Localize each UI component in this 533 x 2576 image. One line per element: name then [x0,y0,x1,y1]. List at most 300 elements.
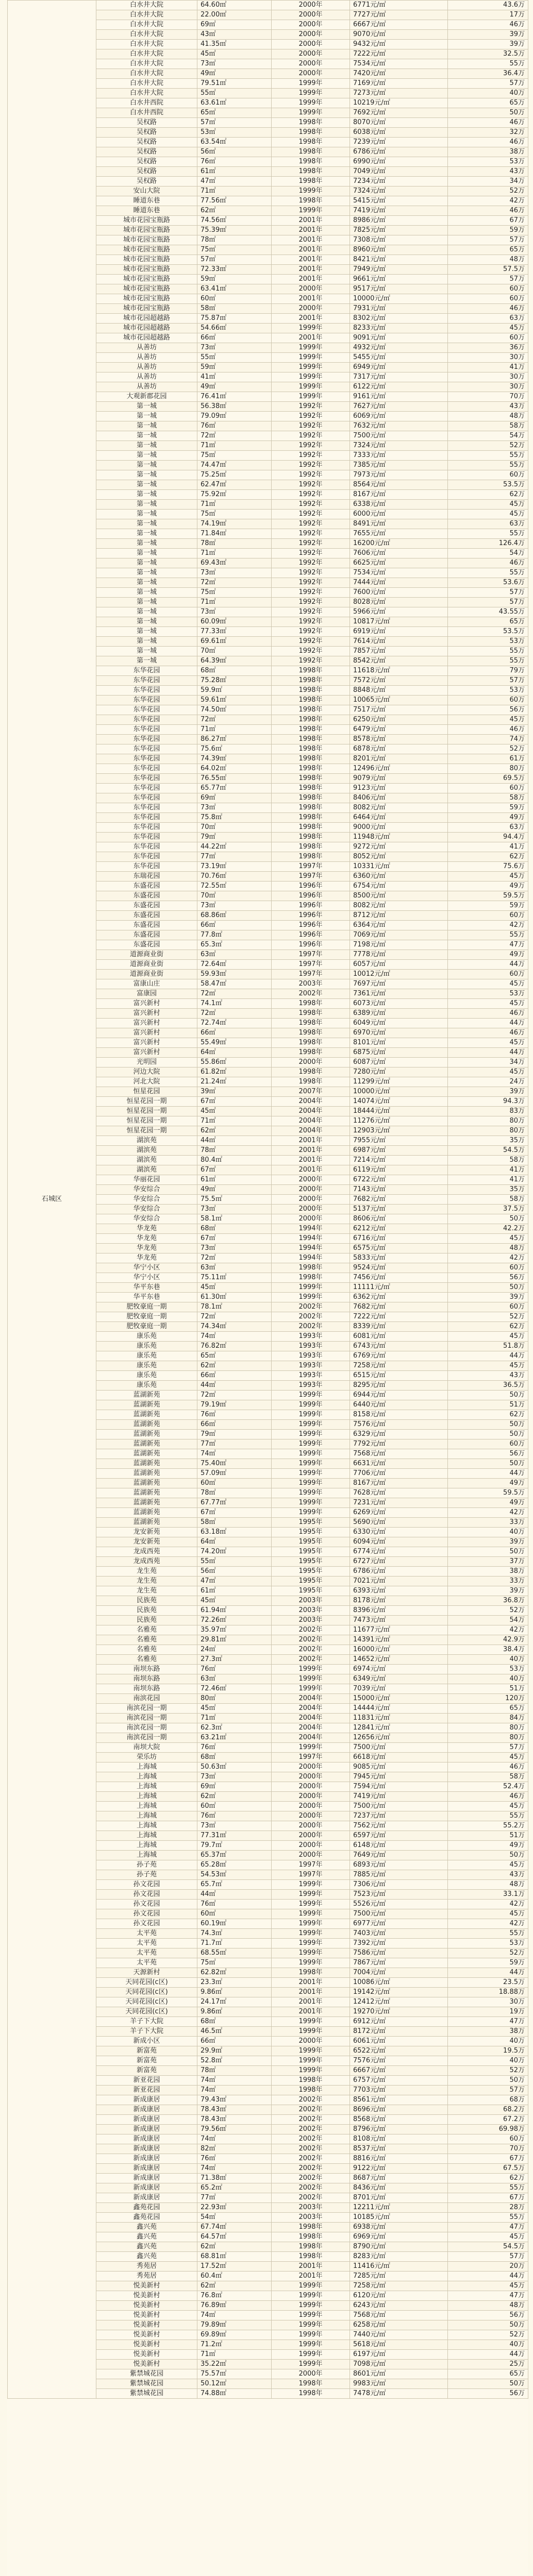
build-year-cell: 1999年 [272,392,350,402]
community-name-cell: 新成康居 [96,2164,197,2174]
build-year-cell: 1997年 [272,1870,350,1880]
community-name-cell: 第一城 [96,480,197,490]
unit-price-cell: 8500元/㎡ [350,891,448,901]
community-name-cell: 新成康居 [96,2183,197,2193]
community-name-cell: 悦美新村 [96,2320,197,2330]
total-price-cell: 41万 [448,363,528,372]
unit-price-cell: 5526元/㎡ [350,1900,448,1909]
build-year-cell: 2000年 [272,1851,350,1860]
unit-price-cell: 7385元/㎡ [350,461,448,470]
area-cell: 71.84㎡ [197,529,272,539]
unit-price-cell: 7778元/㎡ [350,950,448,960]
unit-price-cell: 7931元/㎡ [350,304,448,314]
community-name-cell: 城市花园超越路 [96,324,197,333]
unit-price-cell: 7949元/㎡ [350,265,448,275]
unit-price-cell: 6990元/㎡ [350,157,448,167]
total-price-cell: 37.5万 [448,1205,528,1214]
area-cell: 73㎡ [197,1244,272,1253]
unit-price-cell: 9000元/㎡ [350,823,448,833]
total-price-cell: 80万 [448,1733,528,1743]
area-cell: 55㎡ [197,89,272,98]
build-year-cell: 2001年 [272,265,350,275]
community-name-cell: 湖滨苑 [96,1136,197,1146]
build-year-cell: 1998年 [272,686,350,696]
community-name-cell: 光明园 [96,1058,197,1067]
build-year-cell: 1999年 [272,363,350,372]
area-cell: 76.89㎡ [197,2301,272,2311]
community-name-cell: 第一城 [96,656,197,666]
total-price-cell: 44万 [448,1019,528,1028]
unit-price-cell: 8178元/㎡ [350,1596,448,1606]
community-name-cell: 吴权路 [96,177,197,187]
community-name-cell: 新成康居 [96,2105,197,2115]
unit-price-cell: 14444元/㎡ [350,1704,448,1714]
community-name-cell: 第一城 [96,500,197,510]
build-year-cell: 1993年 [272,1381,350,1391]
community-name-cell: 华宁小区 [96,1263,197,1273]
area-cell: 79.56㎡ [197,2125,272,2134]
community-name-cell: 东华花园 [96,754,197,764]
build-year-cell: 1998年 [272,1028,350,1038]
community-name-cell: 新成康居 [96,2193,197,2203]
community-name-cell: 睡道东巷 [96,196,197,206]
community-name-cell: 恒星花园一期 [96,1097,197,1107]
area-cell: 64㎡ [197,1048,272,1058]
area-cell: 57㎡ [197,255,272,265]
unit-price-cell: 7727元/㎡ [350,10,448,20]
unit-price-cell: 9122元/㎡ [350,2164,448,2174]
build-year-cell: 2000年 [272,1792,350,1802]
community-name-cell: 第一城 [96,421,197,431]
area-cell: 64.60㎡ [197,1,272,10]
unit-price-cell: 7572元/㎡ [350,676,448,686]
community-name-cell: 富兴新村 [96,1019,197,1028]
area-cell: 74.39㎡ [197,754,272,764]
build-year-cell: 1998年 [272,813,350,823]
build-year-cell: 1992年 [272,549,350,558]
total-price-cell: 36万 [448,343,528,353]
total-price-cell: 84万 [448,1714,528,1723]
unit-price-cell: 10086元/㎡ [350,1978,448,1988]
total-price-cell: 23.5万 [448,1978,528,1988]
unit-price-cell: 8542元/㎡ [350,656,448,666]
build-year-cell: 1998年 [272,1968,350,1978]
community-name-cell: 蓝湖新苑 [96,1391,197,1400]
total-price-cell: 49万 [448,813,528,823]
build-year-cell: 1998年 [272,676,350,686]
build-year-cell: 1999年 [272,1391,350,1400]
area-cell: 70㎡ [197,647,272,656]
unit-price-cell: 8233元/㎡ [350,324,448,333]
unit-price-cell: 5137元/㎡ [350,1205,448,1214]
build-year-cell: 1994年 [272,1224,350,1234]
area-cell: 58㎡ [197,1518,272,1528]
build-year-cell: 1995年 [272,1557,350,1567]
total-price-cell: 44万 [448,2272,528,2281]
area-cell: 79.89㎡ [197,2320,272,2330]
unit-price-cell: 8339元/㎡ [350,1322,448,1332]
community-name-cell: 华丽花园 [96,1175,197,1185]
unit-price-cell: 14074元/㎡ [350,1097,448,1107]
community-name-cell: 龙安新苑 [96,1537,197,1547]
community-name-cell: 新富苑 [96,2046,197,2056]
build-year-cell: 1992年 [272,598,350,607]
total-price-cell: 65万 [448,98,528,108]
area-cell: 72㎡ [197,1312,272,1322]
community-name-cell: 富兴新村 [96,1009,197,1019]
community-name-cell: 新亚花园 [96,2086,197,2095]
unit-price-cell: 12903元/㎡ [350,1126,448,1136]
area-cell: 61㎡ [197,167,272,177]
area-cell: 72㎡ [197,431,272,441]
unit-price-cell: 8564元/㎡ [350,480,448,490]
community-name-cell: 第一城 [96,627,197,637]
area-cell: 22.00㎡ [197,10,272,20]
unit-price-cell: 8491元/㎡ [350,519,448,529]
unit-price-cell: 6631元/㎡ [350,1459,448,1469]
build-year-cell: 1992年 [272,451,350,461]
total-price-cell: 68.2万 [448,2105,528,2115]
area-cell: 65.3㎡ [197,940,272,950]
community-name-cell: 东华花园 [96,696,197,705]
unit-price-cell: 7857元/㎡ [350,647,448,656]
unit-price-cell: 8101元/㎡ [350,1038,448,1048]
area-cell: 58.47㎡ [197,979,272,989]
area-cell: 74㎡ [197,2134,272,2144]
total-price-cell: 25万 [448,2360,528,2369]
area-cell: 75.8㎡ [197,813,272,823]
unit-price-cell: 7143元/㎡ [350,1185,448,1195]
area-cell: 62㎡ [197,1361,272,1371]
build-year-cell: 2004年 [272,1107,350,1116]
unit-price-cell: 10012元/㎡ [350,970,448,979]
community-name-cell: 新成小区 [96,2037,197,2046]
total-price-cell: 56万 [448,1273,528,1283]
area-cell: 45㎡ [197,1596,272,1606]
unit-price-cell: 6716元/㎡ [350,1234,448,1244]
build-year-cell: 2002年 [272,1302,350,1312]
area-cell: 62.47㎡ [197,480,272,490]
build-year-cell: 2002年 [272,1625,350,1635]
community-name-cell: 悦美新村 [96,2301,197,2311]
total-price-cell: 39万 [448,1537,528,1547]
community-name-cell: 白水井西院 [96,108,197,118]
build-year-cell: 1998年 [272,764,350,774]
build-year-cell: 1992年 [272,607,350,617]
unit-price-cell: 7419元/㎡ [350,1792,448,1802]
unit-price-cell: 7825元/㎡ [350,226,448,235]
area-cell: 68.81㎡ [197,2252,272,2262]
community-name-cell: 孙子苑 [96,1860,197,1870]
community-name-cell: 从善坊 [96,382,197,392]
total-price-cell: 39万 [448,1293,528,1302]
area-cell: 72.33㎡ [197,265,272,275]
build-year-cell: 1992年 [272,647,350,656]
area-cell: 24㎡ [197,1645,272,1655]
community-name-cell: 民族苑 [96,1596,197,1606]
community-name-cell: 天同花园(c区) [96,1978,197,1988]
community-name-cell: 华平东巷 [96,1293,197,1302]
unit-price-cell: 6061元/㎡ [350,2037,448,2046]
build-year-cell: 1998年 [272,833,350,842]
community-name-cell: 天同花园(c区) [96,1988,197,1997]
area-cell: 75㎡ [197,510,272,519]
unit-price-cell: 7403元/㎡ [350,1929,448,1939]
community-name-cell: 第一城 [96,490,197,500]
area-cell: 63.41㎡ [197,284,272,294]
unit-price-cell: 6743元/㎡ [350,1342,448,1351]
total-price-cell: 60万 [448,284,528,294]
community-name-cell: 城市花园宝瓶路 [96,304,197,314]
community-name-cell: 太平苑 [96,1958,197,1968]
build-year-cell: 2001年 [272,226,350,235]
area-cell: 65㎡ [197,1351,272,1361]
community-name-cell: 龙成西苑 [96,1557,197,1567]
unit-price-cell: 6774元/㎡ [350,1547,448,1557]
area-cell: 69㎡ [197,1782,272,1792]
community-name-cell: 蓝湖新苑 [96,1439,197,1449]
total-price-cell: 80万 [448,1116,528,1126]
build-year-cell: 1999年 [272,1479,350,1488]
build-year-cell: 1997年 [272,1753,350,1762]
build-year-cell: 2001年 [272,314,350,324]
build-year-cell: 1999年 [272,2281,350,2291]
build-year-cell: 2002年 [272,2193,350,2203]
build-year-cell: 1996年 [272,882,350,891]
build-year-cell: 2002年 [272,2144,350,2154]
build-year-cell: 1998年 [272,147,350,157]
build-year-cell: 1998年 [272,2076,350,2086]
area-cell: 72.55㎡ [197,882,272,891]
total-price-cell: 45万 [448,1234,528,1244]
unit-price-cell: 6722元/㎡ [350,1175,448,1185]
community-name-cell: 恒星花园一期 [96,1107,197,1116]
area-cell: 78.43㎡ [197,2115,272,2125]
area-cell: 49㎡ [197,382,272,392]
build-year-cell: 1999年 [272,206,350,216]
build-year-cell: 2001年 [272,275,350,284]
community-name-cell: 上海城 [96,1762,197,1772]
build-year-cell: 1999年 [272,1439,350,1449]
build-year-cell: 1996年 [272,940,350,950]
unit-price-cell: 7361元/㎡ [350,989,448,999]
community-name-cell: 恒星花园一期 [96,1126,197,1136]
area-cell: 76㎡ [197,1665,272,1674]
total-price-cell: 60万 [448,470,528,480]
total-price-cell: 80万 [448,764,528,774]
community-name-cell: 新富苑 [96,2066,197,2076]
unit-price-cell: 8601元/㎡ [350,2369,448,2379]
community-name-cell: 从善坊 [96,363,197,372]
total-price-cell: 47万 [448,940,528,950]
area-cell: 78㎡ [197,2066,272,2076]
total-price-cell: 55万 [448,930,528,940]
total-price-cell: 44万 [448,1351,528,1361]
total-price-cell: 44万 [448,960,528,970]
community-name-cell: 第一城 [96,598,197,607]
unit-price-cell: 6515元/㎡ [350,1371,448,1381]
total-price-cell: 45万 [448,1332,528,1342]
total-price-cell: 48万 [448,1244,528,1253]
area-cell: 76㎡ [197,2154,272,2164]
build-year-cell: 1996年 [272,891,350,901]
unit-price-cell: 7562元/㎡ [350,1821,448,1831]
area-cell: 44㎡ [197,1890,272,1900]
area-cell: 60㎡ [197,1909,272,1919]
unit-price-cell: 6878元/㎡ [350,744,448,754]
unit-price-cell: 8537元/㎡ [350,2144,448,2154]
community-name-cell: 天同花园(c区) [96,1997,197,2007]
community-name-cell: 上海城 [96,1802,197,1811]
build-year-cell: 1992年 [272,617,350,627]
community-name-cell: 蓝湖新苑 [96,1449,197,1459]
community-name-cell: 鑫苑花园 [96,2213,197,2223]
area-cell: 69.89㎡ [197,2330,272,2340]
build-year-cell: 1999年 [272,89,350,98]
area-cell: 72㎡ [197,1009,272,1019]
build-year-cell: 1998年 [272,852,350,862]
community-name-cell: 东华花园 [96,833,197,842]
build-year-cell: 1999年 [272,1665,350,1674]
area-cell: 61㎡ [197,1175,272,1185]
area-cell: 72.64㎡ [197,960,272,970]
community-name-cell: 鑫兴苑 [96,2223,197,2232]
build-year-cell: 2000年 [272,40,350,49]
area-cell: 74.20㎡ [197,1547,272,1557]
build-year-cell: 1999年 [272,1890,350,1900]
area-cell: 71㎡ [197,187,272,196]
unit-price-cell: 7069元/㎡ [350,930,448,940]
total-price-cell: 40万 [448,2340,528,2350]
total-price-cell: 34万 [448,1058,528,1067]
unit-price-cell: 6329元/㎡ [350,1430,448,1439]
community-name-cell: 太平苑 [96,1948,197,1958]
area-cell: 62㎡ [197,1792,272,1802]
total-price-cell: 60万 [448,784,528,793]
build-year-cell: 1996年 [272,921,350,930]
total-price-cell: 70万 [448,2144,528,2154]
community-name-cell: 吴权路 [96,167,197,177]
unit-price-cell: 7222元/㎡ [350,49,448,59]
unit-price-cell: 6330元/㎡ [350,1528,448,1537]
total-price-cell: 48万 [448,412,528,421]
unit-price-cell: 7392元/㎡ [350,1939,448,1948]
total-price-cell: 35万 [448,1185,528,1195]
community-name-cell: 龙成西苑 [96,1547,197,1557]
area-cell: 61.82㎡ [197,1067,272,1077]
area-cell: 74㎡ [197,2311,272,2320]
unit-price-cell: 6049元/㎡ [350,1019,448,1028]
build-year-cell: 2001年 [272,2272,350,2281]
unit-price-cell: 19142元/㎡ [350,1988,448,1997]
total-price-cell: 47万 [448,2291,528,2301]
unit-price-cell: 11299元/㎡ [350,1077,448,1087]
unit-price-cell: 7004元/㎡ [350,1968,448,1978]
build-year-cell: 1992年 [272,519,350,529]
area-cell: 73㎡ [197,343,272,353]
unit-price-cell: 6081元/㎡ [350,1332,448,1342]
community-name-cell: 康乐苑 [96,1332,197,1342]
total-price-cell: 55万 [448,461,528,470]
community-name-cell: 第一城 [96,607,197,617]
area-cell: 29.9㎡ [197,2046,272,2056]
total-price-cell: 69.98万 [448,2125,528,2134]
total-price-cell: 54万 [448,1616,528,1625]
total-price-cell: 63万 [448,519,528,529]
build-year-cell: 2004年 [272,1126,350,1136]
total-price-cell: 52万 [448,1948,528,1958]
area-cell: 75㎡ [197,451,272,461]
build-year-cell: 2002年 [272,2125,350,2134]
build-year-cell: 1998年 [272,696,350,705]
build-year-cell: 1998年 [272,666,350,676]
area-cell: 74.1㎡ [197,999,272,1009]
area-cell: 62㎡ [197,2242,272,2252]
community-name-cell: 富兴新村 [96,1048,197,1058]
total-price-cell: 51万 [448,1400,528,1410]
build-year-cell: 2001年 [272,1978,350,1988]
total-price-cell: 44万 [448,2350,528,2360]
area-cell: 76.82㎡ [197,1342,272,1351]
community-name-cell: 城市花园宝瓶路 [96,294,197,304]
area-cell: 54.66㎡ [197,324,272,333]
area-cell: 62㎡ [197,206,272,216]
area-cell: 76㎡ [197,1410,272,1420]
unit-price-cell: 8172元/㎡ [350,2027,448,2037]
unit-price-cell: 6974元/㎡ [350,1665,448,1674]
total-price-cell: 42万 [448,1900,528,1909]
community-name-cell: 康乐苑 [96,1351,197,1361]
area-cell: 76.41㎡ [197,392,272,402]
unit-price-cell: 7682元/㎡ [350,1195,448,1205]
build-year-cell: 1999年 [272,343,350,353]
total-price-cell: 52万 [448,1312,528,1322]
build-year-cell: 2000年 [272,1782,350,1792]
unit-price-cell: 8052元/㎡ [350,852,448,862]
build-year-cell: 1999年 [272,187,350,196]
community-name-cell: 名雅苑 [96,1625,197,1635]
total-price-cell: 50万 [448,1851,528,1860]
build-year-cell: 1998年 [272,118,350,128]
community-name-cell: 东华花园 [96,842,197,852]
total-price-cell: 43万 [448,1870,528,1880]
area-cell: 76.8㎡ [197,2291,272,2301]
community-name-cell: 东华花园 [96,744,197,754]
unit-price-cell: 7049元/㎡ [350,167,448,177]
area-cell: 24.17㎡ [197,1997,272,2007]
unit-price-cell: 7627元/㎡ [350,402,448,412]
total-price-cell: 33万 [448,1577,528,1586]
build-year-cell: 1999年 [272,1958,350,1968]
total-price-cell: 44万 [448,1469,528,1479]
community-name-cell: 东盛花园 [96,911,197,921]
unit-price-cell: 7308元/㎡ [350,235,448,245]
total-price-cell: 42.9万 [448,1635,528,1645]
build-year-cell: 1998年 [272,744,350,754]
build-year-cell: 2004年 [272,1714,350,1723]
build-year-cell: 2004年 [272,1116,350,1126]
unit-price-cell: 6148元/㎡ [350,1841,448,1851]
total-price-cell: 42万 [448,1508,528,1518]
area-cell: 78.43㎡ [197,2105,272,2115]
area-cell: 58㎡ [197,304,272,314]
build-year-cell: 2002年 [272,1655,350,1665]
build-year-cell: 1992年 [272,480,350,490]
area-cell: 75.57㎡ [197,2369,272,2379]
area-cell: 60.09㎡ [197,617,272,627]
build-year-cell: 1998年 [272,754,350,764]
area-cell: 45㎡ [197,1704,272,1714]
